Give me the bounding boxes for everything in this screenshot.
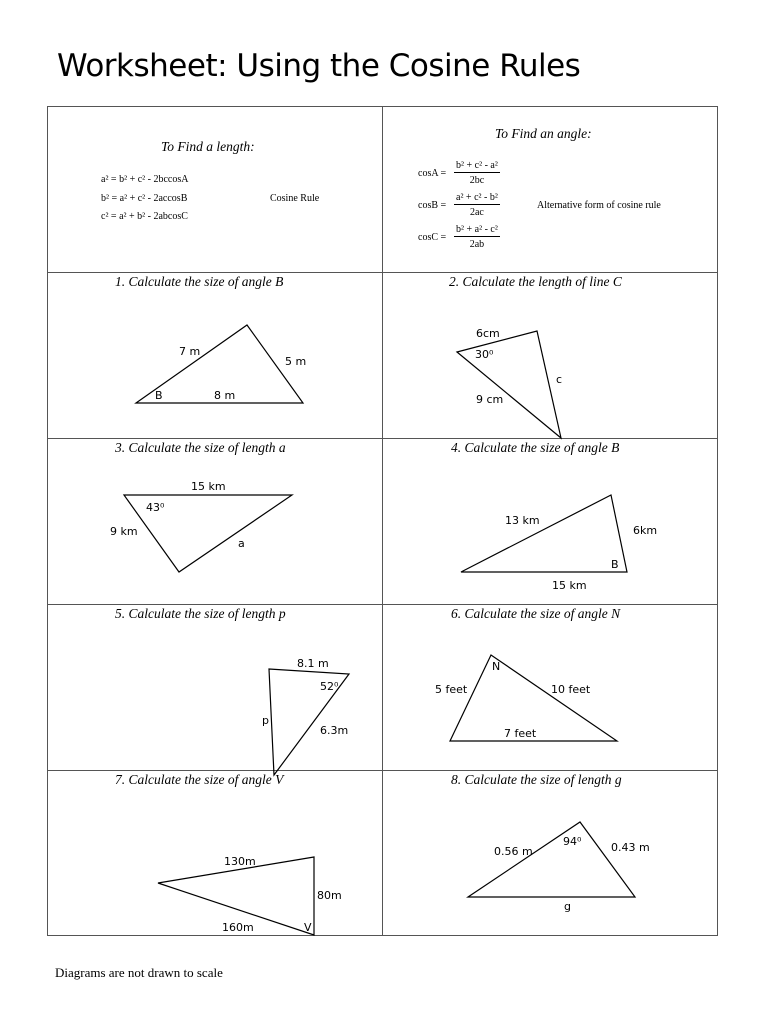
cosine-rule-formula-b: b² = a² + c² - 2accosB [101, 193, 188, 204]
cosA-lhs: cosA = [418, 168, 447, 179]
q4-side-15km: 15 km [552, 579, 587, 592]
cosine-rule-formula-c: c² = a² + b² - 2abcosC [101, 211, 188, 222]
question-4: 4. Calculate the size of angle B [451, 440, 620, 455]
q3-angle-43: 43⁰ [146, 501, 165, 514]
cosine-rule-label: Cosine Rule [270, 193, 320, 204]
triangle-2 [457, 331, 561, 438]
cosB-denominator: 2ac [469, 207, 484, 218]
question-7: 7. Calculate the size of angle V [115, 772, 284, 787]
find-length-heading: To Find a length: [161, 139, 255, 154]
q8-side-0.56m: 0.56 m [494, 845, 533, 858]
q4-side-6km: 6km [633, 524, 658, 537]
q2-side-9cm: 9 cm [476, 393, 504, 406]
q7-side-80m: 80m [317, 889, 342, 902]
q4-angle-B: B [611, 558, 619, 571]
q1-side-8m: 8 m [214, 389, 236, 402]
q6-side-7feet: 7 feet [504, 727, 537, 740]
q8-side-0.43m: 0.43 m [611, 841, 650, 854]
q8-side-g: g [564, 900, 571, 913]
q7-side-160m: 160m [222, 921, 254, 934]
q7-angle-V: V [304, 921, 312, 934]
triangle-8 [468, 822, 635, 897]
question-5: 5. Calculate the size of length p [115, 606, 286, 621]
cosC-numerator: b² + a² - c² [456, 224, 498, 235]
q2-angle-30: 30⁰ [475, 348, 494, 361]
question-3: 3. Calculate the size of length a [115, 440, 286, 455]
q6-side-10feet: 10 feet [551, 683, 591, 696]
alternative-form-label: Alternative form of cosine rule [537, 200, 661, 211]
cosA-denominator: 2bc [469, 175, 485, 186]
q6-angle-N: N [492, 660, 501, 673]
q1-side-5m: 5 m [285, 355, 307, 368]
q5-side-8.1m: 8.1 m [297, 657, 329, 670]
find-angle-heading: To Find an angle: [495, 126, 592, 141]
question-1: 1. Calculate the size of angle B [115, 274, 284, 289]
question-2: 2. Calculate the length of line C [449, 274, 622, 289]
cosC-lhs: cosC = [418, 232, 447, 243]
q3-side-9km: 9 km [110, 525, 138, 538]
q1-angle-B: B [155, 389, 163, 402]
worksheet-title: Worksheet: Using the Cosine Rules [57, 48, 581, 84]
q8-angle-94: 94⁰ [563, 835, 582, 848]
cosB-numerator: a² + c² - b² [456, 192, 498, 203]
q4-side-13km: 13 km [505, 514, 540, 527]
cosine-rule-formula-a: a² = b² + c² - 2bccosA [101, 174, 189, 185]
q5-angle-52: 52⁰ [320, 680, 339, 693]
q5-side-p: p [262, 714, 269, 727]
q6-side-5feet: 5 feet [435, 683, 468, 696]
q3-side-15km: 15 km [191, 480, 226, 493]
triangle-4 [461, 495, 627, 572]
q2-side-c: c [556, 373, 563, 386]
q2-side-6cm: 6cm [476, 327, 500, 340]
q3-side-a: a [238, 537, 245, 550]
cosA-numerator: b² + c² - a² [456, 160, 498, 171]
cosB-lhs: cosB = [418, 200, 447, 211]
q5-side-6.3m: 6.3m [320, 724, 349, 737]
question-8: 8. Calculate the size of length g [451, 772, 622, 787]
cosC-denominator: 2ab [469, 239, 485, 250]
q1-side-7m: 7 m [179, 345, 201, 358]
question-6: 6. Calculate the size of angle N [451, 606, 621, 621]
q7-side-130m: 130m [224, 855, 256, 868]
footer-note: Diagrams are not drawn to scale [55, 965, 223, 980]
